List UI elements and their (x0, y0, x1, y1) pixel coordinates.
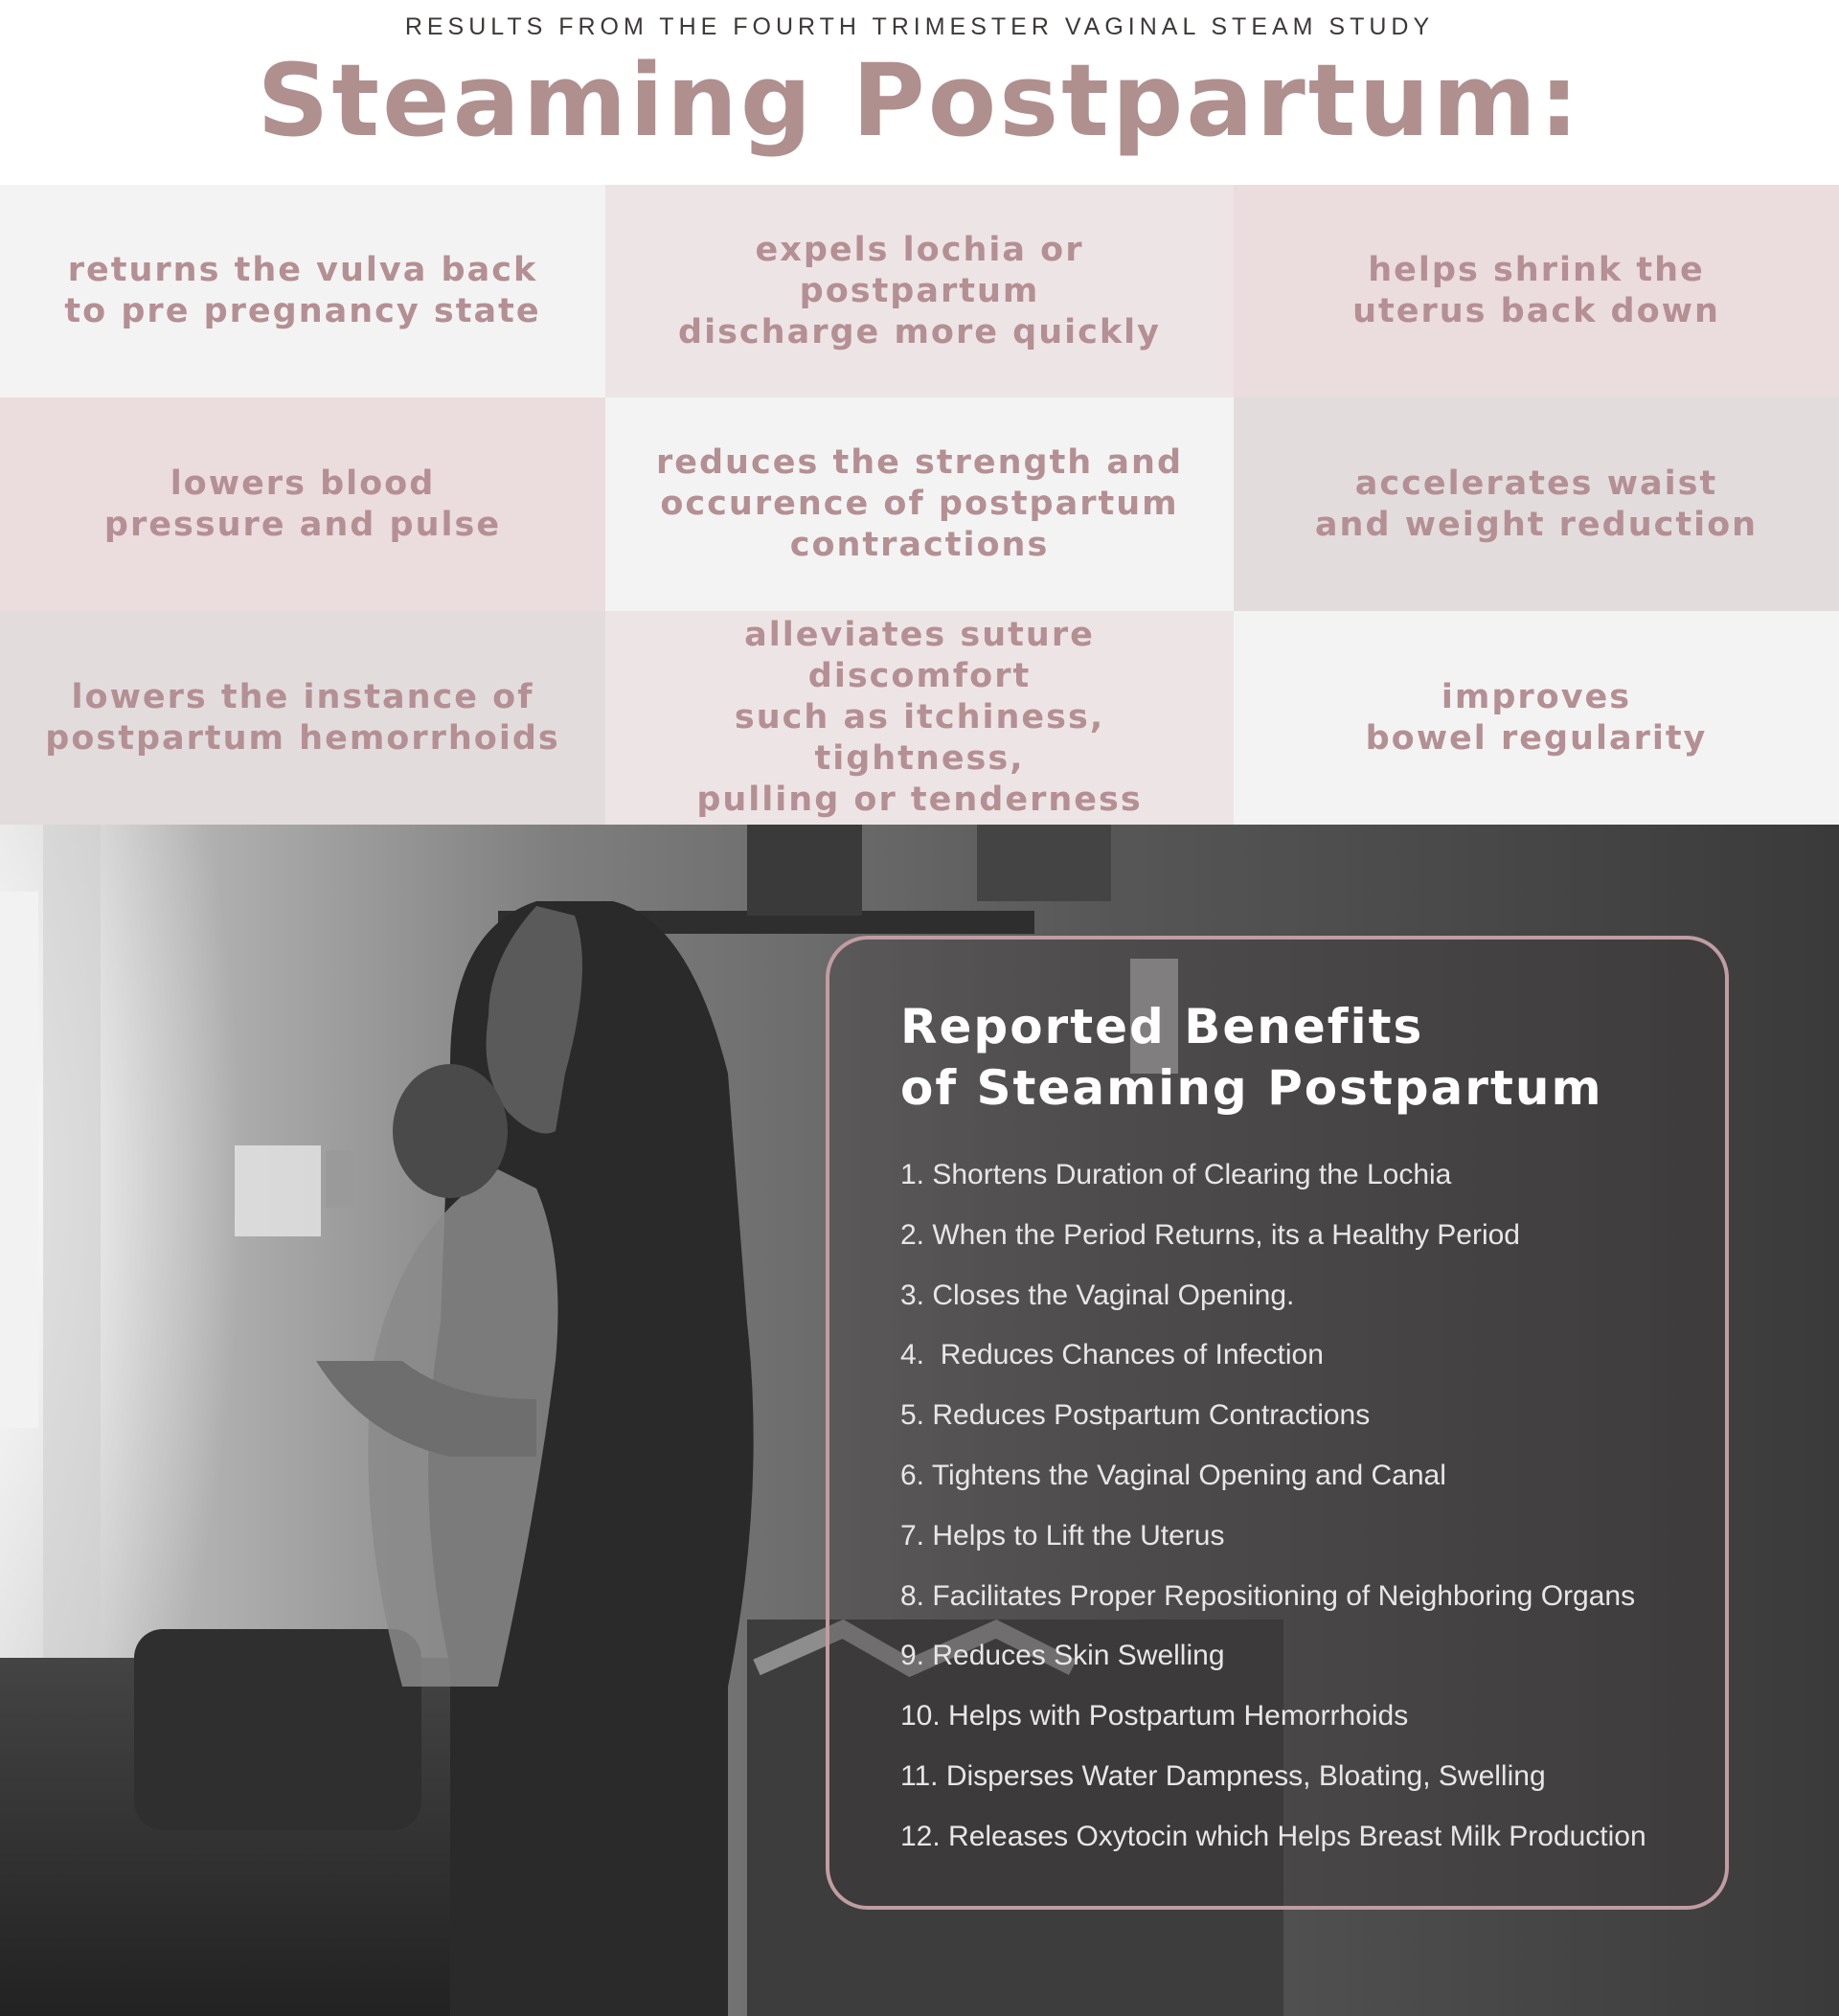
list-item: 5. Reduces Postpartum Contractions (900, 1399, 1371, 1432)
header (0, 0, 1839, 185)
grid-cell-waist (1234, 397, 1839, 611)
grid-cell-blood-pressure (0, 397, 605, 611)
grid-cell-text: accelerates waist and weight reduction (1314, 464, 1759, 544)
list-item: 11. Disperses Water Dampness, Bloating, Swelling (900, 1759, 1546, 1792)
list-item: 7. Helps to Lift the Uterus (900, 1519, 1225, 1552)
grid-cell-text: alleviates suture discomfort such as itchiness, tightness, pulling or tenderness (696, 616, 1143, 819)
grid-cell-text: lowers the instance of postpartum hemorrhoids (45, 677, 560, 758)
list-item: 4. Reduces Chances of Infection (900, 1339, 1324, 1371)
list-item: 3. Closes the Vaginal Opening. (900, 1279, 1295, 1311)
list-item: 6. Tightens the Vaginal Opening and Canal (900, 1459, 1446, 1491)
list-item: 9. Reduces Skin Swelling (900, 1640, 1225, 1672)
grid-cell-suture (605, 611, 1234, 825)
grid-cell-text: reduces the strength and occurence of postpartum contractions (656, 443, 1183, 564)
grid-cell-lochia (605, 185, 1234, 397)
grid-cell-uterus (1234, 185, 1839, 397)
benefits-title: Reported Benefits of Steaming Postpartum (900, 999, 1603, 1116)
benefits-grid (0, 185, 1839, 825)
list-item: 8. Facilitates Proper Repositioning of Neighboring Organs (900, 1579, 1636, 1612)
grid-cell-text: improves bowel regularity (1365, 677, 1708, 758)
study-eyebrow: RESULTS FROM THE FOURTH TRIMESTER VAGINAL STEAM STUDY (404, 13, 1435, 40)
grid-cell-text: expels lochia or postpartum discharge more quickly (678, 230, 1161, 351)
grid-cell-text: helps shrink the uterus back down (1352, 251, 1720, 330)
grid-cell-contractions (605, 397, 1234, 611)
list-item: 2. When the Period Returns, its a Healthy Period (900, 1218, 1520, 1251)
list-item: 1. Shortens Duration of Clearing the Lochia (900, 1159, 1452, 1190)
grid-cell-hemorrhoids (0, 611, 605, 825)
list-item: 12. Releases Oxytocin which Helps Breast Milk Production (900, 1820, 1646, 1852)
benefits-list (900, 1153, 1705, 1875)
page-title: Steaming Postpartum: (257, 42, 1582, 159)
grid-cell-text: lowers blood pressure and pulse (103, 464, 502, 544)
grid-cell-vulva (0, 185, 605, 397)
list-item: 10. Helps with Postpartum Hemorrhoids (900, 1700, 1409, 1733)
grid-cell-text: returns the vulva back to pre pregnancy state (64, 251, 541, 330)
grid-cell-bowel (1234, 611, 1839, 825)
